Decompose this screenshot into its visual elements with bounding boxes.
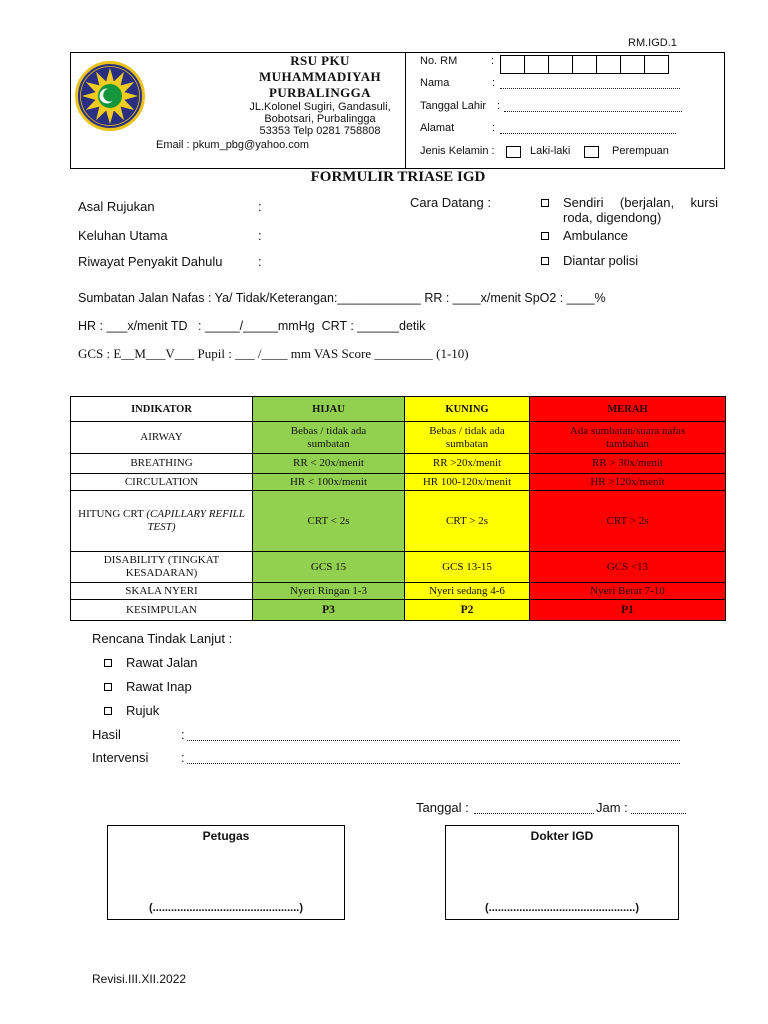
intervensi-label: Intervensi [92,750,149,765]
hasil-field-line[interactable] [187,740,680,741]
signature-title: Dokter IGD [530,829,594,843]
triage-row-airway [71,422,726,454]
option-ambulance: Ambulance [563,228,629,243]
cara-datang-label: Cara Datang : [410,195,491,210]
no-rm-digit-box[interactable] [596,55,621,74]
header-indikator: INDIKATOR [71,397,253,422]
address-line: Bobotsari, Purbalingga [264,113,376,125]
option-sendiri-line2: roda, digendong) [563,210,662,225]
riwayat-penyakit-label: Riwayat Penyakit Dahulu [78,254,223,269]
rencana-tindak-lanjut-title: Rencana Tindak Lanjut : [92,631,233,646]
hijau-cell: HR < 100x/menit [253,474,405,491]
priority-p2: P2 [405,600,530,621]
hasil-label: Hasil [92,727,121,742]
merah-cell: GCS <13 [530,552,726,583]
alamat-colon: : [492,122,496,134]
checkbox-ambulance[interactable] [541,232,549,240]
checkbox-rujuk[interactable] [104,707,112,715]
option-perempuan: Perempuan [612,145,669,157]
document-code: RM.IGD.1 [628,37,677,49]
jam-field-line[interactable] [631,813,686,814]
form-title: FORMULIR TRIASE IGD [310,169,486,185]
no-rm-digit-box[interactable] [524,55,549,74]
no-rm-digit-box[interactable] [572,55,597,74]
no-rm-label: No. RM [420,55,458,67]
no-rm-digit-box[interactable] [500,55,525,74]
no-rm-colon: : [491,55,495,67]
tanggal-lahir-label: Tanggal Lahir [420,100,487,112]
no-rm-input[interactable] [500,55,669,74]
no-rm-digit-box[interactable] [548,55,573,74]
riwayat-penyakit-colon: : [258,254,262,269]
signature-box-dokter-igd[interactable] [445,825,679,920]
header-kuning: KUNING [405,397,530,422]
indikator-cell: AIRWAY [71,422,253,454]
kuning-cell: CRT > 2s [405,491,530,552]
hospital-name-line: PURBALINGGA [269,85,371,100]
asal-rujukan-colon: : [258,199,262,214]
address-line: 53353 Telp 0281 758808 [259,125,381,137]
header-merah: MERAH [530,397,726,422]
triage-row-crt [71,491,726,552]
hospital-address [236,101,404,137]
intervensi-colon: : [181,750,185,765]
revision-label: Revisi.III.XII.2022 [92,972,187,986]
triage-row-disability [71,552,726,583]
vitals-hr-td-crt: HR : ___x/menit TD : _____/_____mmHg CRT : ______detik [78,319,426,333]
vitals-airway-rr-spo2: Sumbatan Jalan Nafas : Ya/ Tidak/Keterangan:____________ RR : ____x/menit SpO2 : ____% [78,291,606,305]
no-rm-digit-box[interactable] [620,55,645,74]
checkbox-sendiri[interactable] [541,199,549,207]
nama-label: Nama [420,77,450,89]
indikator-cell: CIRCULATION [71,474,253,491]
nama-colon: : [492,77,496,89]
alamat-label: Alamat [420,122,455,134]
option-rawat-jalan: Rawat Jalan [126,655,198,670]
kuning-cell: HR 100-120x/menit [405,474,530,491]
hasil-colon: : [181,727,185,742]
signature-name-line: (................................................) [484,902,640,914]
intervensi-field-line[interactable] [187,763,680,764]
option-laki-laki: Laki-laki [530,145,571,157]
signature-title: Petugas [202,829,250,843]
signature-box-petugas[interactable] [107,825,345,920]
hijau-cell: RR < 20x/menit [253,454,405,474]
merah-cell: Ada sumbatan/suara nafas tambahan [530,422,726,454]
triage-row-circulation [71,474,726,491]
nama-field-line[interactable] [500,88,680,89]
kuning-cell: RR >20x/menit [405,454,530,474]
kuning-cell: Bebas / tidak ada sumbatan [405,422,530,454]
tanggal-label: Tanggal : [416,800,469,815]
alamat-field-line[interactable] [500,133,676,134]
indikator-cell: DISABILITY (TINGKAT KESADARAN) [71,552,253,583]
hospital-logo [75,61,145,131]
triage-header-row [71,397,726,422]
jam-label: Jam : [596,800,628,815]
address-line: JL.Kolonel Sugiri, Gandasuli, [249,101,391,113]
indikator-note: (CAPILLARY REFILL TEST) [146,508,245,533]
option-diantar-polisi: Diantar polisi [563,253,639,268]
header-divider [405,52,406,169]
no-rm-digit-box[interactable] [644,55,669,74]
keluhan-utama-colon: : [258,228,262,243]
merah-cell: CRT > 2s [530,491,726,552]
indikator-cell [71,491,253,552]
signature-name-line: (................................................) [148,902,304,914]
merah-cell: HR >120x/menit [530,474,726,491]
kuning-cell: GCS 13-15 [405,552,530,583]
triage-row-skala-nyeri [71,583,726,600]
tanggal-lahir-colon: : [497,100,501,112]
triage-row-breathing [71,454,726,474]
hospital-email: Email : pkum_pbg@yahoo.com [156,139,310,151]
tanggal-lahir-field-line[interactable] [504,111,682,112]
asal-rujukan-label: Asal Rujukan [78,199,155,214]
merah-cell: Nyeri Berat 7-10 [530,583,726,600]
indikator-cell: BREATHING [71,454,253,474]
indikator-cell: KESIMPULAN [71,600,253,621]
option-rujuk: Rujuk [126,703,160,718]
indikator-cell: SKALA NYERI [71,583,253,600]
vitals-gcs-pupil-vas: GCS : E__M___V___ Pupil : ___ /____ mm VAS Score _________ (1-10) [78,346,469,361]
hijau-cell: Bebas / tidak ada sumbatan [253,422,405,454]
checkbox-rawat-jalan[interactable] [104,659,112,667]
indikator-label: HITUNG CRT [78,508,144,520]
hospital-name-line: RSU PKU [290,53,350,68]
header-hijau: HIJAU [253,397,405,422]
kuning-cell: Nyeri sedang 4-6 [405,583,530,600]
hospital-name [240,53,400,101]
hijau-cell: Nyeri Ringan 1-3 [253,583,405,600]
option-sendiri-line1: Sendiri (berjalan, kursi [563,195,718,210]
checkbox-rawat-inap[interactable] [104,683,112,691]
priority-p1: P1 [530,600,726,621]
keluhan-utama-label: Keluhan Utama [78,228,168,243]
merah-cell: RR > 30x/menit [530,454,726,474]
checkbox-perempuan[interactable] [584,146,599,158]
hospital-name-line: MUHAMMADIYAH [258,69,382,84]
jenis-kelamin-label: Jenis Kelamin : [420,145,495,157]
hijau-cell: CRT < 2s [253,491,405,552]
triage-table [70,396,726,621]
priority-p3: P3 [253,600,405,621]
checkbox-diantar-polisi[interactable] [541,257,549,265]
checkbox-laki-laki[interactable] [506,146,521,158]
tanggal-field-line[interactable] [474,813,594,814]
option-rawat-inap: Rawat Inap [126,679,192,694]
triage-row-kesimpulan [71,600,726,621]
hijau-cell: GCS 15 [253,552,405,583]
